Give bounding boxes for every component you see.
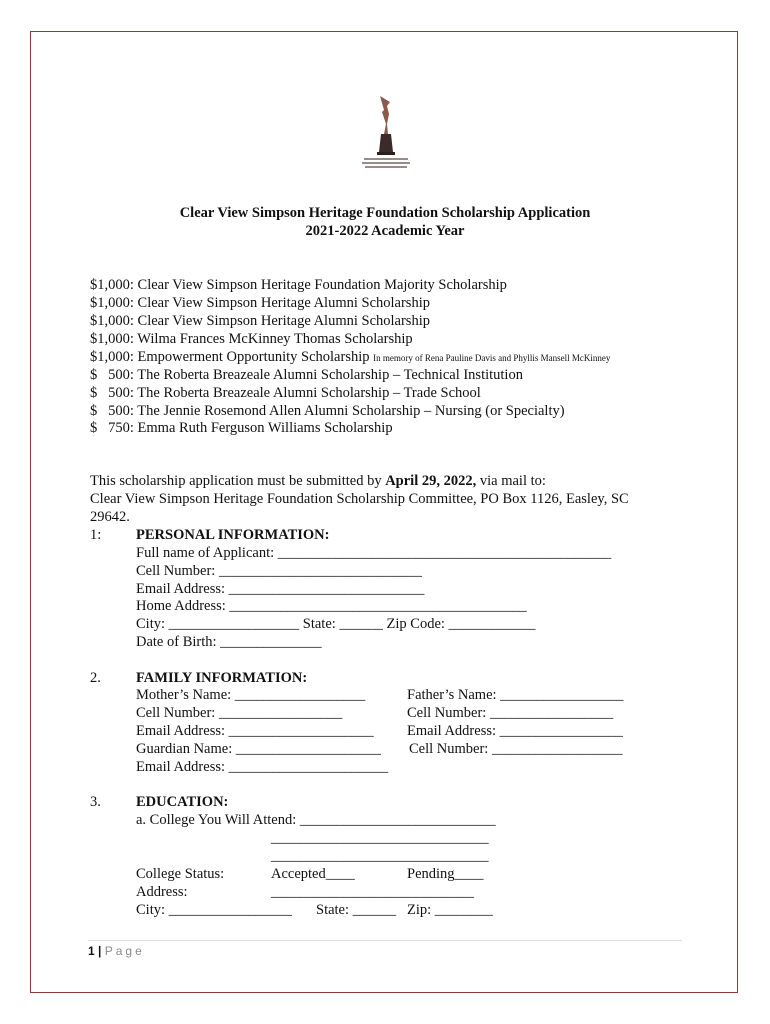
memorial-note: In memory of Rena Pauline Davis and Phyllis Mansell McKinney bbox=[373, 353, 611, 363]
list-item: $1,000: Clear View Simpson Heritage Foundation Majority Scholarship bbox=[90, 277, 507, 293]
college-field[interactable]: a. College You Will Attend: ___________________________ bbox=[136, 812, 496, 828]
list-item: $ 500: The Jennie Rosemond Allen Alumni Scholarship – Nursing (or Specialty) bbox=[90, 403, 565, 419]
section-heading-personal: PERSONAL INFORMATION: bbox=[136, 527, 330, 543]
section-number: 2. bbox=[90, 670, 101, 686]
list-item: $ 500: The Roberta Breazeale Alumni Scholarship – Technical Institution bbox=[90, 367, 523, 383]
mailing-address: Clear View Simpson Heritage Foundation Scholarship Committee, PO Box 1126, Easley, SC bbox=[90, 491, 629, 507]
city-state-zip-field[interactable]: City: __________________ State: ______ Zip Code: ____________ bbox=[136, 616, 536, 632]
list-item: $1,000: Clear View Simpson Heritage Alumni Scholarship bbox=[90, 295, 430, 311]
mother-email-field[interactable]: Email Address: ____________________ bbox=[136, 723, 374, 739]
college-address-field[interactable]: ____________________________ bbox=[271, 884, 474, 900]
applicant-cell-field[interactable]: Cell Number: ____________________________ bbox=[136, 563, 422, 579]
college-address-label: Address: bbox=[136, 884, 188, 900]
submission-instructions: This scholarship application must be submitted by April 29, 2022, via mail to: bbox=[90, 473, 546, 489]
college-zip-field[interactable]: Zip: ________ bbox=[407, 902, 493, 918]
section-heading-education: EDUCATION: bbox=[136, 794, 229, 810]
footer-divider bbox=[88, 940, 682, 941]
section-heading-family: FAMILY INFORMATION: bbox=[136, 670, 308, 686]
academic-year: 2021-2022 Academic Year bbox=[305, 223, 465, 239]
mother-cell-field[interactable]: Cell Number: _________________ bbox=[136, 705, 343, 721]
page-word: Page bbox=[104, 944, 145, 958]
section-number: 1: bbox=[90, 527, 102, 543]
date-of-birth-field[interactable]: Date of Birth: ______________ bbox=[136, 634, 322, 650]
father-email-field[interactable]: Email Address: _________________ bbox=[407, 723, 623, 739]
father-name-field[interactable]: Father’s Name: _________________ bbox=[407, 687, 624, 703]
applicant-email-field[interactable]: Email Address: ___________________________ bbox=[136, 581, 425, 597]
page-footer: 1 | Page bbox=[88, 944, 145, 958]
pending-option[interactable]: Pending____ bbox=[407, 866, 484, 882]
mailing-zip: 29642. bbox=[90, 509, 130, 525]
accepted-option[interactable]: Accepted____ bbox=[271, 866, 355, 882]
college-field-line-3[interactable]: ______________________________ bbox=[271, 848, 489, 864]
college-status-label: College Status: bbox=[136, 866, 225, 882]
list-item: $1,000: Wilma Frances McKinney Thomas Scholarship bbox=[90, 331, 413, 347]
applicant-name-field[interactable]: Full name of Applicant: ______________________________________________ bbox=[136, 545, 612, 561]
guardian-cell-field[interactable]: Cell Number: __________________ bbox=[409, 741, 623, 757]
page-number: 1 bbox=[88, 944, 95, 958]
list-item: $1,000: Clear View Simpson Heritage Alumni Scholarship bbox=[90, 313, 430, 329]
guardian-name-field[interactable]: Guardian Name: ____________________ bbox=[136, 741, 381, 757]
section-number: 3. bbox=[90, 794, 101, 810]
deadline-date: April 29, 2022, bbox=[385, 473, 477, 489]
college-field-line-2[interactable]: ______________________________ bbox=[271, 830, 489, 846]
father-cell-field[interactable]: Cell Number: _________________ bbox=[407, 705, 614, 721]
list-item: $ 750: Emma Ruth Ferguson Williams Scholarship bbox=[90, 420, 393, 436]
list-item: $1,000: Empowerment Opportunity Scholarship In memory of Rena Pauline Davis and Phyllis Mansell McKinney bbox=[90, 349, 611, 365]
form-title: Clear View Simpson Heritage Foundation Scholarship Application bbox=[179, 205, 591, 221]
college-state-field[interactable]: State: ______ bbox=[316, 902, 397, 918]
mother-name-field[interactable]: Mother’s Name: __________________ bbox=[136, 687, 366, 703]
guardian-email-field[interactable]: Email Address: ______________________ bbox=[136, 759, 389, 775]
foundation-logo bbox=[360, 94, 412, 172]
list-item: $ 500: The Roberta Breazeale Alumni Scholarship – Trade School bbox=[90, 385, 481, 401]
home-address-field[interactable]: Home Address: _________________________________________ bbox=[136, 598, 527, 614]
college-city-field[interactable]: City: _________________ bbox=[136, 902, 292, 918]
